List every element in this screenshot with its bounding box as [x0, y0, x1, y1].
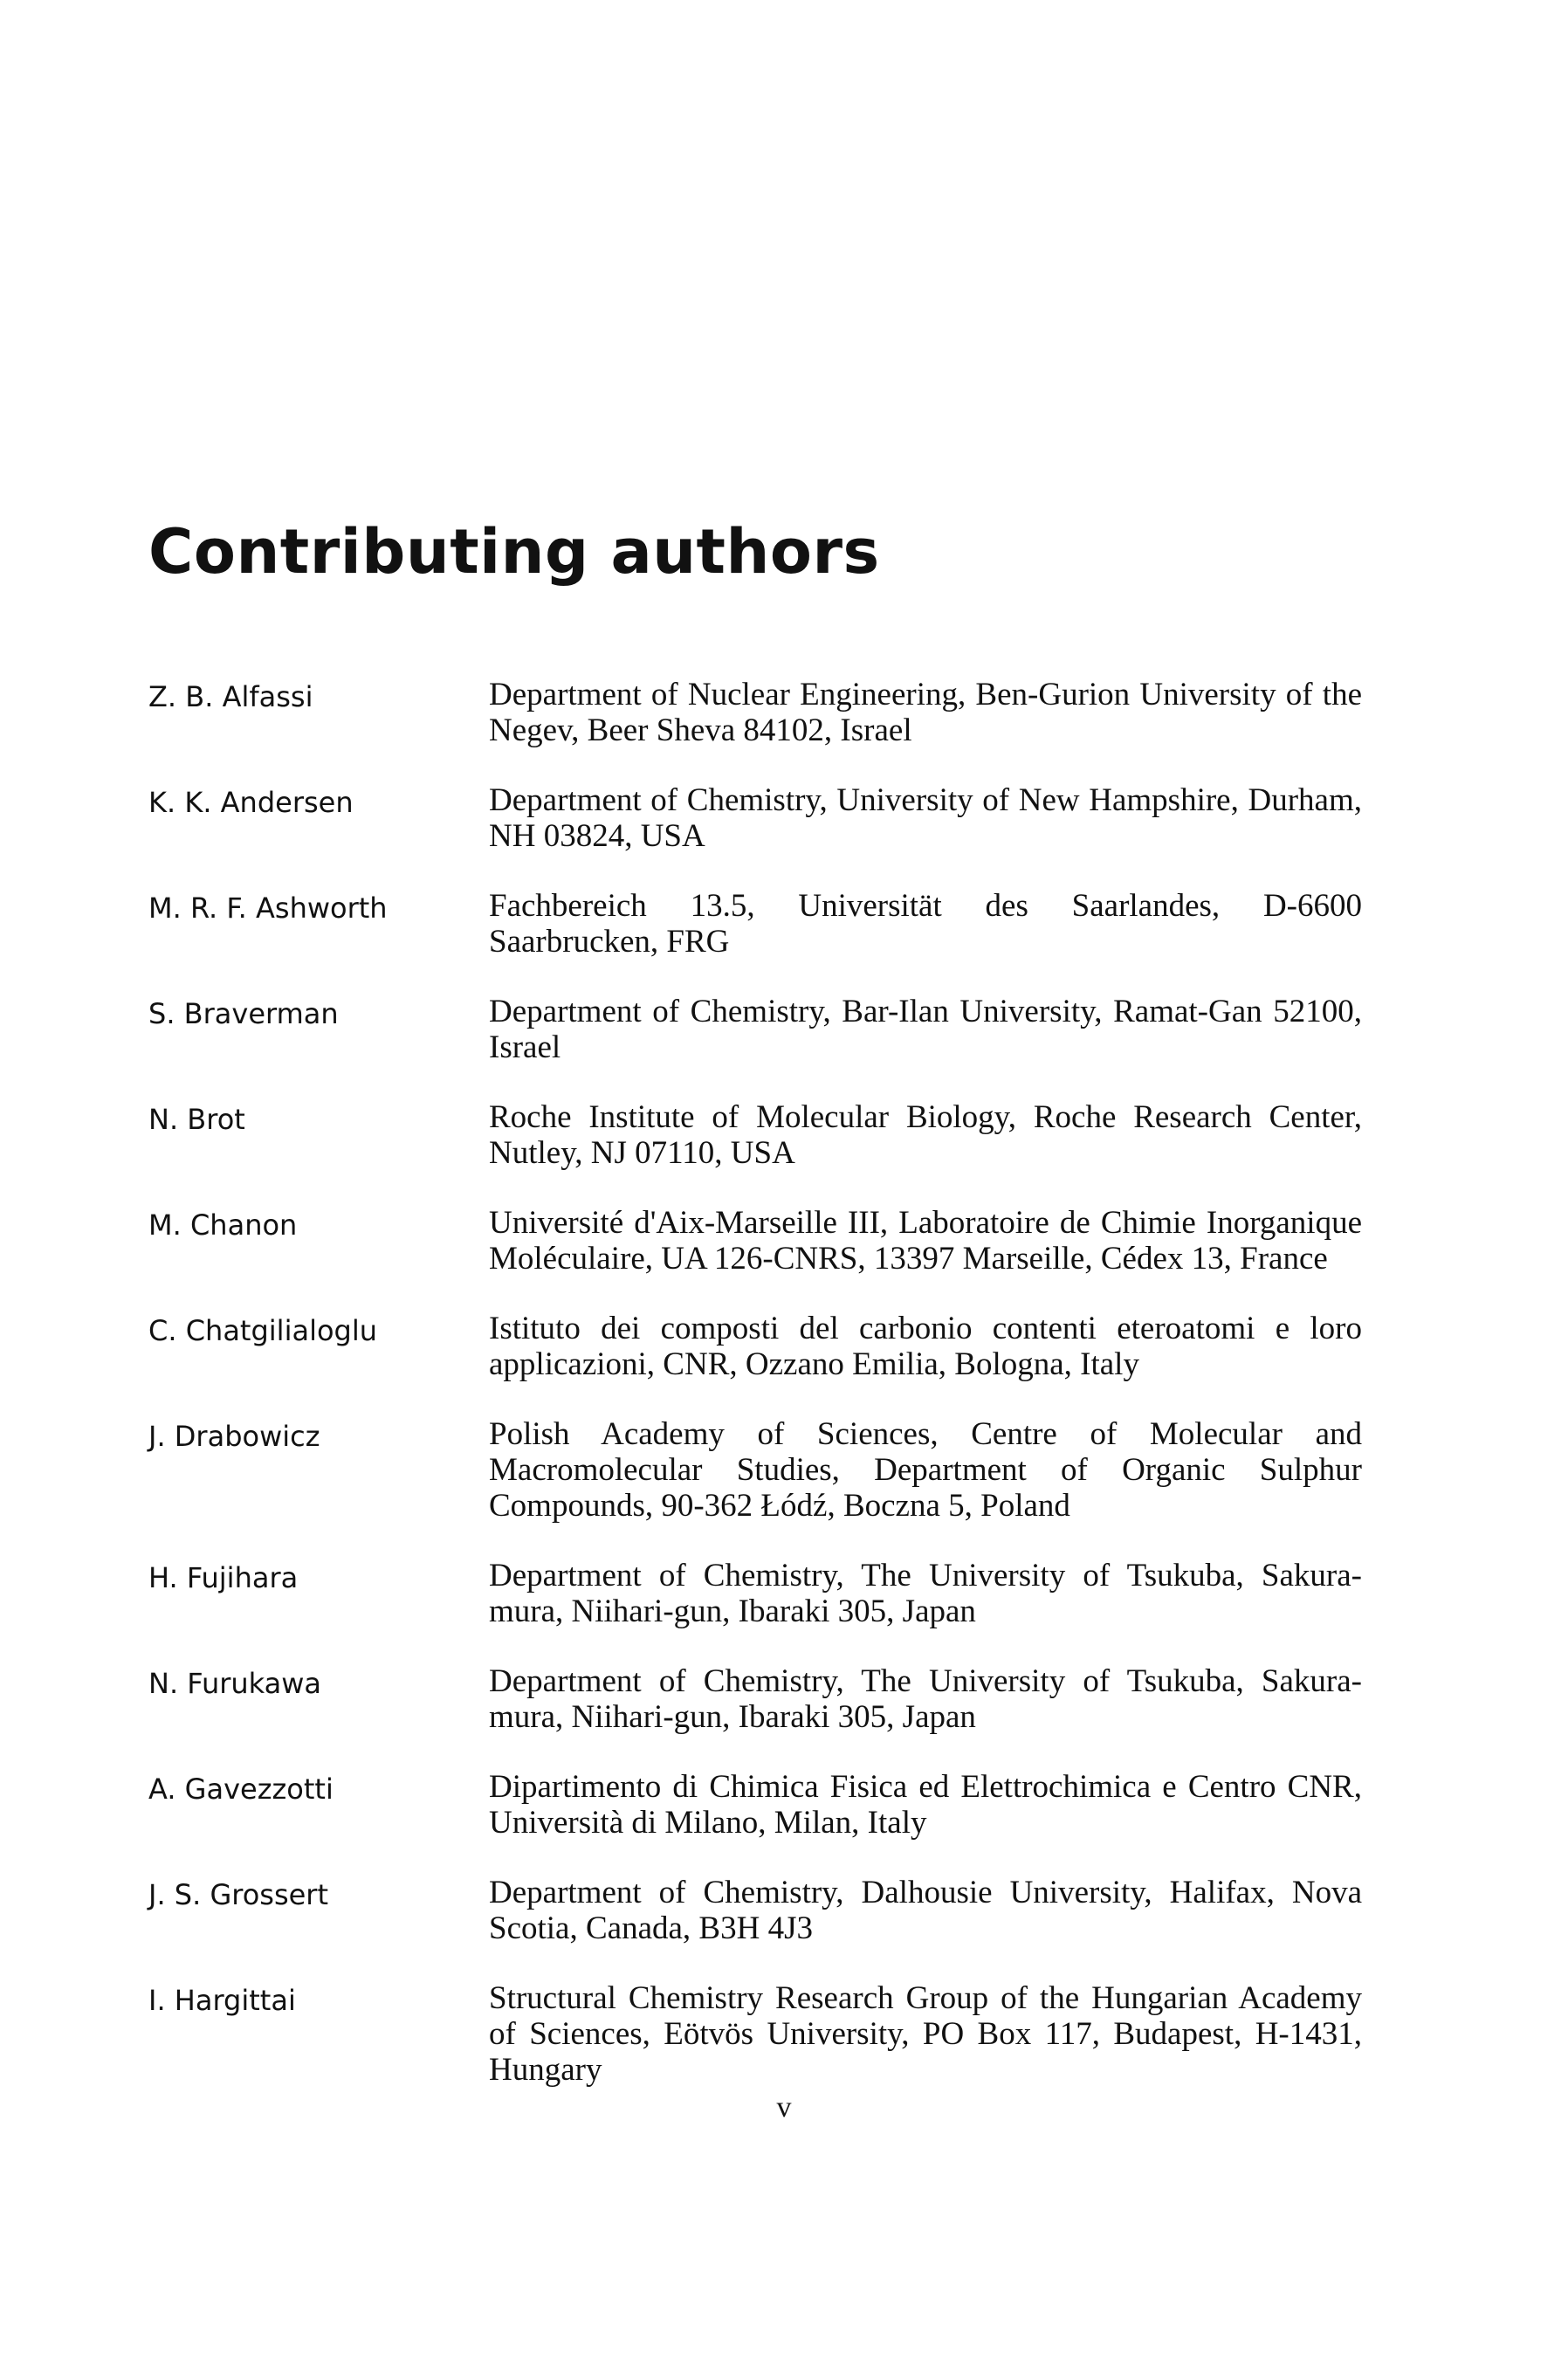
author-affiliation: Department of Chemistry, Bar-Ilan University, Ramat-Gan 52100, Israel: [489, 994, 1362, 1065]
author-affiliation: Department of Nuclear Engineering, Ben-Gurion University of the Negev, Beer Sheva 84102, Israel: [489, 677, 1362, 748]
author-name: S. Braverman: [148, 997, 339, 1030]
author-list: [148, 677, 1362, 2122]
author-entry: [148, 1311, 1362, 1382]
author-name: H. Fujihara: [148, 1561, 299, 1594]
author-affiliation: Istituto dei composti del carbonio contenti eteroatomi e loro applicazioni, CNR, Ozzano Emilia, Bologna, Italy: [489, 1311, 1362, 1382]
page-number: v: [776, 2091, 792, 2124]
author-name: M. R. F. Ashworth: [148, 891, 388, 925]
page-title: Contributing authors: [148, 516, 880, 588]
author-affiliation: Dipartimento di Chimica Fisica ed Elettrochimica e Centro CNR, Università di Milano, Milan, Italy: [489, 1769, 1362, 1841]
author-affiliation: Polish Academy of Sciences, Centre of Molecular and Macromolecular Studies, Department of Organic Sulphur Compounds, 90-362 Łódź, Boczna 5, Poland: [489, 1416, 1362, 1524]
author-entry: [148, 1663, 1362, 1735]
author-name: J. S. Grossert: [148, 1878, 328, 1911]
author-name: M. Chanon: [148, 1208, 298, 1242]
author-affiliation: Structural Chemistry Research Group of the Hungarian Academy of Sciences, Eötvös University, PO Box 117, Budapest, H-1431, Hungary: [489, 1980, 1362, 2088]
author-affiliation: Department of Chemistry, Dalhousie University, Halifax, Nova Scotia, Canada, B3H 4J3: [489, 1875, 1362, 1946]
author-entry: [148, 994, 1362, 1065]
author-entry: [148, 1875, 1362, 1946]
author-name: N. Brot: [148, 1103, 245, 1136]
author-affiliation: Université d'Aix-Marseille III, Laboratoire de Chimie Inorganique Moléculaire, UA 126-CNRS, 13397 Marseille, Cédex 13, France: [489, 1205, 1362, 1277]
author-affiliation: Fachbereich 13.5, Universität des Saarlandes, D-6600 Saarbrucken, FRG: [489, 888, 1362, 960]
author-name: K. K. Andersen: [148, 786, 354, 819]
author-entry: [148, 888, 1362, 960]
author-affiliation: Roche Institute of Molecular Biology, Roche Research Center, Nutley, NJ 07110, USA: [489, 1099, 1362, 1171]
author-affiliation: Department of Chemistry, The University of Tsukuba, Sakura-mura, Niihari-gun, Ibaraki 305, Japan: [489, 1663, 1362, 1735]
author-entry: [148, 1980, 1362, 2088]
author-entry: [148, 1769, 1362, 1841]
author-name: J. Drabowicz: [148, 1420, 320, 1453]
author-name: C. Chatgilialoglu: [148, 1314, 378, 1347]
author-name: Z. B. Alfassi: [148, 680, 313, 713]
author-name: I. Hargittai: [148, 1984, 296, 2017]
author-entry: [148, 677, 1362, 748]
author-entry: [148, 1558, 1362, 1629]
author-name: A. Gavezzotti: [148, 1772, 334, 1806]
author-affiliation: Department of Chemistry, University of New Hampshire, Durham, NH 03824, USA: [489, 782, 1362, 854]
author-entry: [148, 782, 1362, 854]
author-entry: [148, 1099, 1362, 1171]
author-entry: [148, 1416, 1362, 1524]
author-entry: [148, 1205, 1362, 1277]
author-affiliation: Department of Chemistry, The University of Tsukuba, Sakura-mura, Niihari-gun, Ibaraki 305, Japan: [489, 1558, 1362, 1629]
author-name: N. Furukawa: [148, 1667, 322, 1700]
